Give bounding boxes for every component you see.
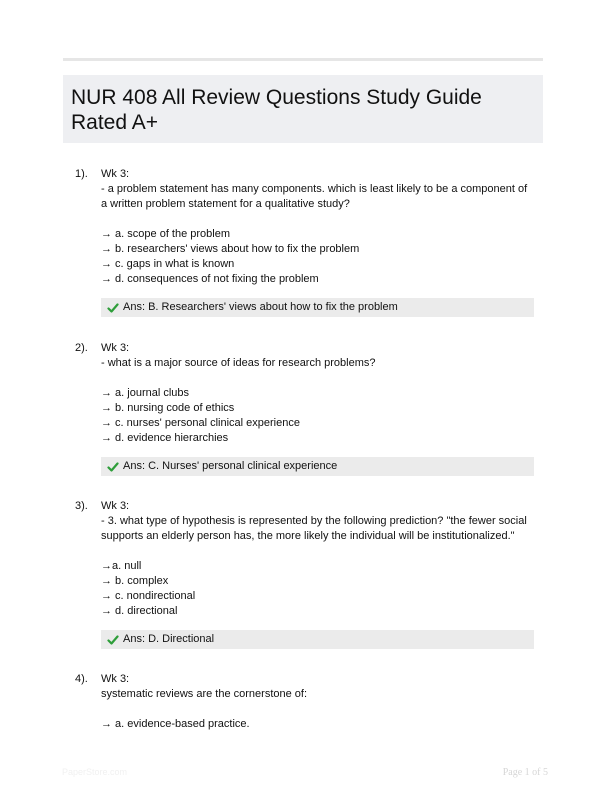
question-text: - a problem statement has many components. which is least likely to be a component of a written problem statement for a qualitative study? xyxy=(101,183,528,210)
footer-watermark: PaperStore.com xyxy=(62,767,128,777)
option-c: → c. nondirectional xyxy=(101,590,196,602)
question-number: 2). xyxy=(75,342,88,354)
question-week: Wk 3: xyxy=(101,673,130,685)
option-d: → d. directional xyxy=(101,605,178,617)
option-b: → b. researchers' views about how to fix the problem xyxy=(101,243,360,255)
question-text: - what is a major source of ideas for research problems? xyxy=(101,357,376,369)
question-number: 4). xyxy=(75,673,88,685)
option-a: → a. journal clubs xyxy=(101,387,190,399)
options-list xyxy=(101,559,535,619)
option-b: → b. complex xyxy=(101,575,169,587)
question-body xyxy=(101,672,535,732)
checkmark-icon xyxy=(107,461,119,473)
question-text: - 3. what type of hypothesis is represented by the following prediction? "the fewer social supports an elderly person has, the more likely the individual will be institutionalized." xyxy=(101,515,527,542)
title-banner xyxy=(63,75,543,143)
question-week: Wk 3: xyxy=(101,168,130,180)
question-number: 1). xyxy=(75,168,88,180)
options-list xyxy=(101,717,535,732)
page-number: Page 1 of 5 xyxy=(502,767,548,778)
option-a: →a. null xyxy=(101,560,142,572)
question-text: systematic reviews are the cornerstone of: xyxy=(101,688,308,700)
answer-box xyxy=(101,630,534,649)
answer-box xyxy=(101,298,534,317)
answer-box xyxy=(101,457,534,476)
option-c: → c. gaps in what is known xyxy=(101,258,235,270)
checkmark-icon xyxy=(107,302,119,314)
answer-text: Ans: D. Directional xyxy=(123,633,215,645)
top-divider xyxy=(63,58,543,61)
question-body xyxy=(101,341,535,476)
question-body xyxy=(101,499,535,649)
option-a: → a. scope of the problem xyxy=(101,228,231,240)
option-d: → d. consequences of not fixing the problem xyxy=(101,273,319,285)
options-list xyxy=(101,227,535,287)
option-a: → a. evidence-based practice. xyxy=(101,718,250,730)
question-week: Wk 3: xyxy=(101,500,130,512)
question-number: 3). xyxy=(75,500,88,512)
answer-text: Ans: B. Researchers' views about how to fix the problem xyxy=(123,301,398,313)
option-d: → d. evidence hierarchies xyxy=(101,432,229,444)
question-body xyxy=(101,167,535,317)
question-week: Wk 3: xyxy=(101,342,130,354)
page-title: NUR 408 All Review Questions Study Guide Rated A+ xyxy=(71,86,482,134)
options-list xyxy=(101,386,535,446)
option-c: → c. nurses' personal clinical experience xyxy=(101,417,300,429)
answer-text: Ans: C. Nurses' personal clinical experience xyxy=(123,460,338,472)
checkmark-icon xyxy=(107,634,119,646)
option-b: → b. nursing code of ethics xyxy=(101,402,235,414)
